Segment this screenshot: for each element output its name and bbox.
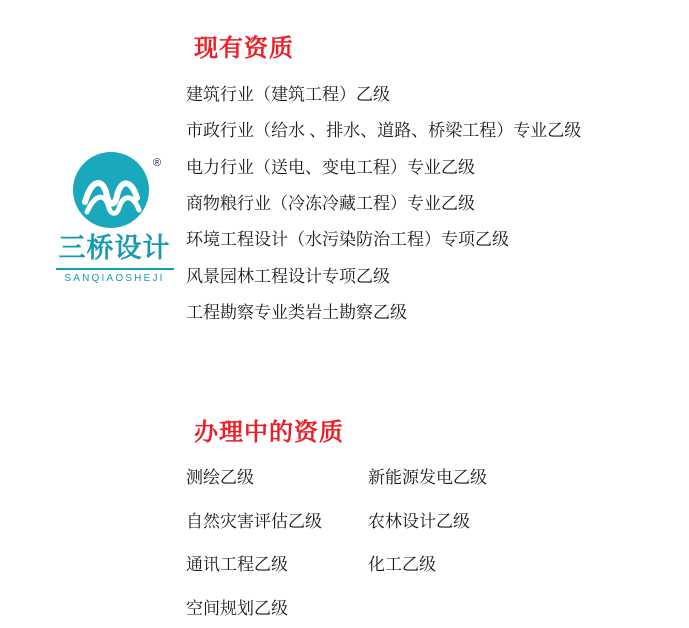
wave-logo-icon	[61, 150, 169, 230]
logo-name-cn: 三桥设计	[58, 233, 171, 263]
existing-qualifications-list	[186, 77, 686, 331]
registered-mark-icon: ®	[152, 157, 161, 169]
logo-divider	[56, 268, 174, 270]
list-item: 测绘乙级	[186, 468, 254, 487]
list-item: 风景园林工程设计专项乙级	[186, 266, 390, 286]
pending-qualifications-list	[186, 461, 686, 625]
section-title-pending: 办理中的资质	[194, 419, 344, 446]
list-item: 新能源发电乙级	[368, 468, 487, 487]
company-logo	[52, 150, 177, 284]
existing-qualifications-section	[186, 28, 686, 331]
list-item: 电力行业（送电、变电工程）专业乙级	[186, 157, 475, 177]
list-item: 环境工程设计（水污染防治工程）专项乙级	[186, 230, 509, 250]
logo-name-en: SANQIAOSHEJI	[64, 272, 165, 284]
section-title-existing: 现有资质	[194, 35, 294, 62]
list-item: 空间规划乙级	[186, 598, 288, 618]
list-item: 建筑行业（建筑工程）乙级	[186, 85, 390, 104]
list-item: 自然灾害评估乙级	[186, 511, 322, 531]
list-item: 农林设计乙级	[368, 511, 470, 531]
list-item: 通讯工程乙级	[186, 555, 288, 574]
list-item: 市政行业（给水 、排水、道路、桥梁工程）专业乙级	[186, 121, 582, 141]
list-item: 化工乙级	[368, 555, 436, 574]
list-item: 商物粮行业（冷冻冷藏工程）专业乙级	[186, 194, 475, 214]
list-item: 工程勘察专业类岩土勘察乙级	[186, 303, 407, 323]
pending-qualifications-section	[186, 412, 686, 625]
